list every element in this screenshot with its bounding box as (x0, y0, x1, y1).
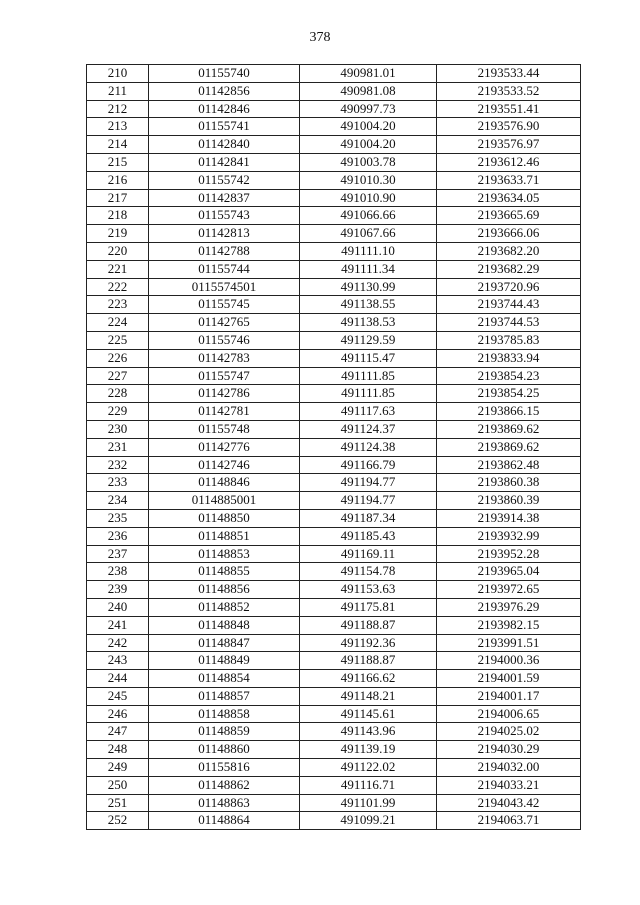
table-row (87, 420, 581, 438)
x-coordinate-cell: 491175.81 (300, 598, 437, 616)
x-coordinate-cell: 491111.85 (300, 367, 437, 385)
table-row (87, 403, 581, 421)
y-coordinate-cell: 2194063.71 (437, 812, 581, 830)
point-id-cell: 01155748 (149, 420, 300, 438)
point-id-cell: 01142856 (149, 82, 300, 100)
point-id-cell: 01142783 (149, 349, 300, 367)
table-row (87, 634, 581, 652)
point-id-cell: 01155745 (149, 296, 300, 314)
point-id-cell: 01142786 (149, 385, 300, 403)
x-coordinate-cell: 491111.34 (300, 260, 437, 278)
x-coordinate-cell: 491166.79 (300, 456, 437, 474)
y-coordinate-cell: 2193785.83 (437, 331, 581, 349)
table-row (87, 225, 581, 243)
point-id-cell: 01142840 (149, 136, 300, 154)
y-coordinate-cell: 2193682.20 (437, 242, 581, 260)
x-coordinate-cell: 491194.77 (300, 492, 437, 510)
point-id-cell: 01142841 (149, 153, 300, 171)
point-id-cell: 01155744 (149, 260, 300, 278)
table-row (87, 331, 581, 349)
table-row (87, 776, 581, 794)
y-coordinate-cell: 2193744.43 (437, 296, 581, 314)
point-id-cell: 0114885001 (149, 492, 300, 510)
y-coordinate-cell: 2193612.46 (437, 153, 581, 171)
table-row (87, 349, 581, 367)
point-id-cell: 01148849 (149, 652, 300, 670)
point-id-cell: 01155741 (149, 118, 300, 136)
y-coordinate-cell: 2193869.62 (437, 420, 581, 438)
x-coordinate-cell: 491004.20 (300, 118, 437, 136)
table-row (87, 563, 581, 581)
x-coordinate-cell: 491138.55 (300, 296, 437, 314)
point-id-cell: 01142846 (149, 100, 300, 118)
y-coordinate-cell: 2193914.38 (437, 509, 581, 527)
point-number-cell: 243 (87, 652, 149, 670)
y-coordinate-cell: 2193744.53 (437, 314, 581, 332)
point-id-cell: 01142781 (149, 403, 300, 421)
point-number-cell: 225 (87, 331, 149, 349)
table-row (87, 118, 581, 136)
point-id-cell: 01155746 (149, 331, 300, 349)
table-row (87, 794, 581, 812)
point-id-cell: 01148850 (149, 509, 300, 527)
point-id-cell: 01142765 (149, 314, 300, 332)
x-coordinate-cell: 491111.10 (300, 242, 437, 260)
x-coordinate-cell: 491004.20 (300, 136, 437, 154)
point-number-cell: 219 (87, 225, 149, 243)
table-row (87, 616, 581, 634)
y-coordinate-cell: 2193862.48 (437, 456, 581, 474)
point-number-cell: 233 (87, 474, 149, 492)
point-number-cell: 240 (87, 598, 149, 616)
point-id-cell: 01148856 (149, 581, 300, 599)
y-coordinate-cell: 2193952.28 (437, 545, 581, 563)
y-coordinate-cell: 2193965.04 (437, 563, 581, 581)
point-id-cell: 01148854 (149, 670, 300, 688)
point-number-cell: 211 (87, 82, 149, 100)
table-row (87, 741, 581, 759)
point-number-cell: 229 (87, 403, 149, 421)
table-row (87, 438, 581, 456)
x-coordinate-cell: 491145.61 (300, 705, 437, 723)
table-row (87, 723, 581, 741)
table-row (87, 545, 581, 563)
y-coordinate-cell: 2193982.15 (437, 616, 581, 634)
point-number-cell: 232 (87, 456, 149, 474)
point-id-cell: 01148864 (149, 812, 300, 830)
x-coordinate-cell: 491115.47 (300, 349, 437, 367)
point-id-cell: 01148851 (149, 527, 300, 545)
point-id-cell: 01148852 (149, 598, 300, 616)
table-row (87, 82, 581, 100)
point-id-cell: 01155747 (149, 367, 300, 385)
table-row (87, 153, 581, 171)
y-coordinate-cell: 2194001.17 (437, 687, 581, 705)
point-number-cell: 224 (87, 314, 149, 332)
point-number-cell: 234 (87, 492, 149, 510)
point-number-cell: 239 (87, 581, 149, 599)
point-id-cell: 01142788 (149, 242, 300, 260)
point-id-cell: 01148846 (149, 474, 300, 492)
coordinate-table (86, 64, 581, 830)
x-coordinate-cell: 491139.19 (300, 741, 437, 759)
x-coordinate-cell: 491122.02 (300, 759, 437, 777)
point-id-cell: 01148855 (149, 563, 300, 581)
point-number-cell: 214 (87, 136, 149, 154)
y-coordinate-cell: 2193576.90 (437, 118, 581, 136)
x-coordinate-cell: 491154.78 (300, 563, 437, 581)
point-id-cell: 01148848 (149, 616, 300, 634)
y-coordinate-cell: 2193866.15 (437, 403, 581, 421)
y-coordinate-cell: 2193860.38 (437, 474, 581, 492)
table-row (87, 527, 581, 545)
y-coordinate-cell: 2194001.59 (437, 670, 581, 688)
point-number-cell: 252 (87, 812, 149, 830)
point-number-cell: 231 (87, 438, 149, 456)
y-coordinate-cell: 2193634.05 (437, 189, 581, 207)
point-number-cell: 216 (87, 171, 149, 189)
y-coordinate-cell: 2194025.02 (437, 723, 581, 741)
x-coordinate-cell: 490997.73 (300, 100, 437, 118)
table-row (87, 207, 581, 225)
x-coordinate-cell: 491166.62 (300, 670, 437, 688)
y-coordinate-cell: 2193972.65 (437, 581, 581, 599)
y-coordinate-cell: 2194043.42 (437, 794, 581, 812)
point-number-cell: 222 (87, 278, 149, 296)
x-coordinate-cell: 491185.43 (300, 527, 437, 545)
table-row (87, 705, 581, 723)
point-id-cell: 01142837 (149, 189, 300, 207)
y-coordinate-cell: 2193869.62 (437, 438, 581, 456)
table-row (87, 385, 581, 403)
y-coordinate-cell: 2193720.96 (437, 278, 581, 296)
table-row (87, 759, 581, 777)
point-id-cell: 01148859 (149, 723, 300, 741)
point-id-cell: 01142746 (149, 456, 300, 474)
point-id-cell: 01155740 (149, 65, 300, 83)
y-coordinate-cell: 2193976.29 (437, 598, 581, 616)
x-coordinate-cell: 491130.99 (300, 278, 437, 296)
x-coordinate-cell: 491124.37 (300, 420, 437, 438)
point-number-cell: 218 (87, 207, 149, 225)
table-row (87, 581, 581, 599)
x-coordinate-cell: 491138.53 (300, 314, 437, 332)
point-number-cell: 215 (87, 153, 149, 171)
x-coordinate-cell: 491066.66 (300, 207, 437, 225)
y-coordinate-cell: 2193551.41 (437, 100, 581, 118)
point-number-cell: 220 (87, 242, 149, 260)
x-coordinate-cell: 491143.96 (300, 723, 437, 741)
table-row (87, 509, 581, 527)
x-coordinate-cell: 490981.01 (300, 65, 437, 83)
point-number-cell: 230 (87, 420, 149, 438)
point-id-cell: 01148862 (149, 776, 300, 794)
x-coordinate-cell: 491169.11 (300, 545, 437, 563)
y-coordinate-cell: 2193833.94 (437, 349, 581, 367)
table-row (87, 278, 581, 296)
table-row (87, 474, 581, 492)
point-id-cell: 0115574501 (149, 278, 300, 296)
x-coordinate-cell: 491010.90 (300, 189, 437, 207)
point-number-cell: 236 (87, 527, 149, 545)
point-id-cell: 01148853 (149, 545, 300, 563)
y-coordinate-cell: 2193854.25 (437, 385, 581, 403)
point-number-cell: 213 (87, 118, 149, 136)
x-coordinate-cell: 491187.34 (300, 509, 437, 527)
point-number-cell: 242 (87, 634, 149, 652)
point-number-cell: 238 (87, 563, 149, 581)
point-number-cell: 227 (87, 367, 149, 385)
table-row (87, 652, 581, 670)
table-row (87, 171, 581, 189)
point-number-cell: 249 (87, 759, 149, 777)
point-id-cell: 01142813 (149, 225, 300, 243)
table-row (87, 670, 581, 688)
table-row (87, 812, 581, 830)
x-coordinate-cell: 491010.30 (300, 171, 437, 189)
x-coordinate-cell: 491148.21 (300, 687, 437, 705)
x-coordinate-cell: 491124.38 (300, 438, 437, 456)
x-coordinate-cell: 491194.77 (300, 474, 437, 492)
y-coordinate-cell: 2193860.39 (437, 492, 581, 510)
table-row (87, 189, 581, 207)
x-coordinate-cell: 491099.21 (300, 812, 437, 830)
x-coordinate-cell: 491188.87 (300, 652, 437, 670)
x-coordinate-cell: 491192.36 (300, 634, 437, 652)
point-number-cell: 247 (87, 723, 149, 741)
y-coordinate-cell: 2194006.65 (437, 705, 581, 723)
point-number-cell: 241 (87, 616, 149, 634)
x-coordinate-cell: 491129.59 (300, 331, 437, 349)
x-coordinate-cell: 491117.63 (300, 403, 437, 421)
table-row (87, 456, 581, 474)
y-coordinate-cell: 2193682.29 (437, 260, 581, 278)
table-row (87, 367, 581, 385)
table-row (87, 136, 581, 154)
y-coordinate-cell: 2194030.29 (437, 741, 581, 759)
point-id-cell: 01148847 (149, 634, 300, 652)
point-number-cell: 245 (87, 687, 149, 705)
point-id-cell: 01155743 (149, 207, 300, 225)
table-row (87, 260, 581, 278)
x-coordinate-cell: 491003.78 (300, 153, 437, 171)
point-number-cell: 223 (87, 296, 149, 314)
y-coordinate-cell: 2194000.36 (437, 652, 581, 670)
point-number-cell: 217 (87, 189, 149, 207)
table-row (87, 296, 581, 314)
point-number-cell: 210 (87, 65, 149, 83)
x-coordinate-cell: 491111.85 (300, 385, 437, 403)
point-number-cell: 244 (87, 670, 149, 688)
point-number-cell: 235 (87, 509, 149, 527)
point-number-cell: 221 (87, 260, 149, 278)
x-coordinate-cell: 491067.66 (300, 225, 437, 243)
point-number-cell: 228 (87, 385, 149, 403)
y-coordinate-cell: 2193932.99 (437, 527, 581, 545)
y-coordinate-cell: 2193666.06 (437, 225, 581, 243)
point-id-cell: 01148863 (149, 794, 300, 812)
y-coordinate-cell: 2193991.51 (437, 634, 581, 652)
point-id-cell: 01148858 (149, 705, 300, 723)
point-number-cell: 248 (87, 741, 149, 759)
y-coordinate-cell: 2193854.23 (437, 367, 581, 385)
point-number-cell: 246 (87, 705, 149, 723)
point-number-cell: 237 (87, 545, 149, 563)
point-number-cell: 251 (87, 794, 149, 812)
point-number-cell: 226 (87, 349, 149, 367)
table-row (87, 314, 581, 332)
y-coordinate-cell: 2193665.69 (437, 207, 581, 225)
table-row (87, 100, 581, 118)
y-coordinate-cell: 2193533.44 (437, 65, 581, 83)
table-row (87, 492, 581, 510)
y-coordinate-cell: 2193633.71 (437, 171, 581, 189)
table-row (87, 687, 581, 705)
x-coordinate-cell: 490981.08 (300, 82, 437, 100)
point-id-cell: 01148857 (149, 687, 300, 705)
y-coordinate-cell: 2193533.52 (437, 82, 581, 100)
y-coordinate-cell: 2193576.97 (437, 136, 581, 154)
coordinate-table-body (87, 65, 581, 830)
point-id-cell: 01155816 (149, 759, 300, 777)
point-id-cell: 01142776 (149, 438, 300, 456)
point-id-cell: 01155742 (149, 171, 300, 189)
table-row (87, 598, 581, 616)
y-coordinate-cell: 2194033.21 (437, 776, 581, 794)
x-coordinate-cell: 491116.71 (300, 776, 437, 794)
x-coordinate-cell: 491153.63 (300, 581, 437, 599)
point-number-cell: 212 (87, 100, 149, 118)
point-id-cell: 01148860 (149, 741, 300, 759)
point-number-cell: 250 (87, 776, 149, 794)
table-row (87, 65, 581, 83)
page-number: 378 (309, 30, 331, 45)
table-row (87, 242, 581, 260)
y-coordinate-cell: 2194032.00 (437, 759, 581, 777)
x-coordinate-cell: 491188.87 (300, 616, 437, 634)
x-coordinate-cell: 491101.99 (300, 794, 437, 812)
